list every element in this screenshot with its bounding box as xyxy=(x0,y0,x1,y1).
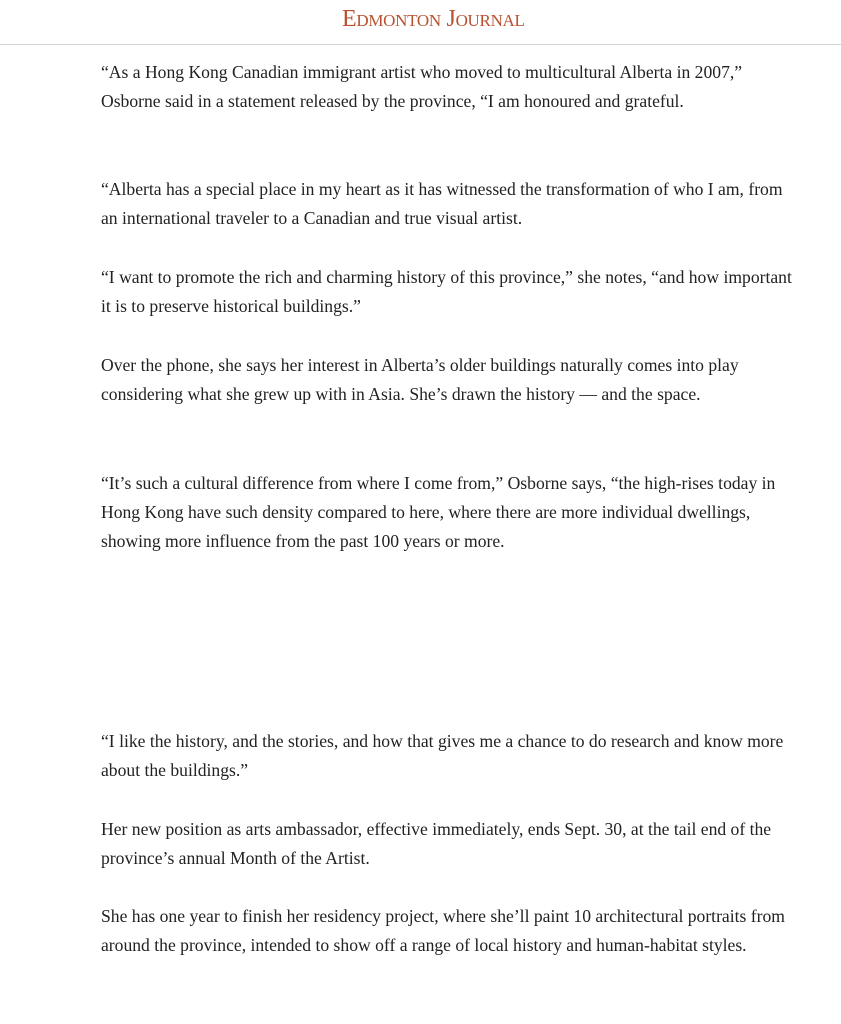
article-paragraph: Over the phone, she says her interest in Alberta’s older buildings naturally comes into play considering what she grew up with in Asia. She’s drawn the history — and the space. xyxy=(101,355,739,404)
article-paragraph: Her new position as arts ambassador, effective immediately, ends Sept. 30, at the tail end of the province’s annual Month of the Artist. xyxy=(101,819,772,868)
site-header xyxy=(0,0,841,45)
article-paragraph: “As a Hong Kong Canadian immigrant artist who moved to multicultural Alberta in 2007,” Osborne said in a statement released by the province, “I am honoured and grateful. xyxy=(101,62,743,111)
article-paragraph: She has one year to finish her residency project, where she’ll paint 10 architectural portraits from around the province, intended to show off a range of local history and human-habitat styles. xyxy=(101,906,785,955)
blank-ad-space xyxy=(101,600,801,720)
article-paragraph: “Alberta has a special place in my heart as it has witnessed the transformation of who I am, from an international traveler to a Canadian and true visual artist. xyxy=(101,179,783,228)
article-paragraph: “It’s such a cultural difference from where I come from,” Osborne says, “the high-rises today in Hong Kong have such density compared to here, where there are more individual dwellings, showing more influence from the past 100 years or more. xyxy=(101,473,776,551)
edmonton-journal-logo[interactable]: Edmonton Journal xyxy=(342,6,525,32)
article-paragraph: “I want to promote the rich and charming history of this province,” she notes, “and how important it is to preserve historical buildings.” xyxy=(101,267,792,316)
article-paragraph: “I like the history, and the stories, and how that gives me a chance to do research and know more about the buildings.” xyxy=(101,731,784,780)
